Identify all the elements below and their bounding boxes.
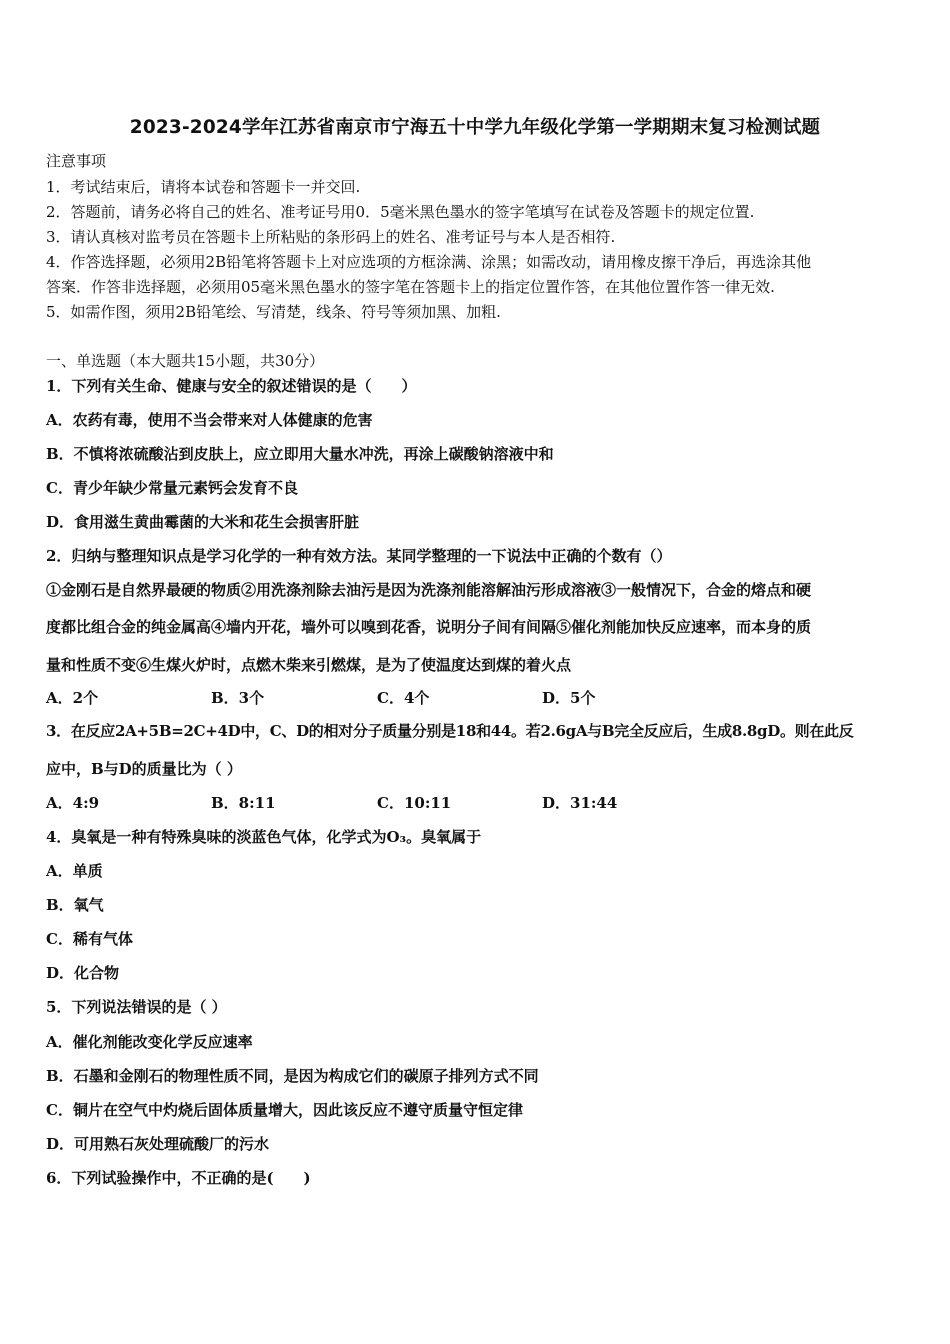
question-1-option-b: B．不慎将浓硫酸沾到皮肤上，应立即用大量水冲洗，再涂上碳酸钠溶液中和 — [46, 445, 554, 463]
question-3-stem-line-2: 应中，B与D的质量比为（ ） — [46, 760, 242, 778]
question-4-option-b: B．氧气 — [46, 896, 104, 914]
question-6-stem: 6．下列试验操作中，不正确的是( ) — [46, 1169, 311, 1187]
notice-item: 3．请认真核对监考员在答题卡上所粘贴的条形码上的姓名、准考证号与本人是否相符. — [46, 228, 616, 246]
question-5-option-c: C．铜片在空气中灼烧后固体质量增大，因此该反应不遵守质量守恒定律 — [46, 1101, 523, 1119]
notice-item: 答案．作答非选择题，必须用05毫米黑色墨水的签字笔在答题卡上的指定位置作答，在其他位置作答一律无效. — [46, 278, 775, 296]
notice-item: 1．考试结束后，请将本试卷和答题卡一并交回. — [46, 178, 361, 196]
question-2-option-c: C．4个 — [377, 689, 430, 707]
question-1-option-c: C．青少年缺少常量元素钙会发育不良 — [46, 479, 298, 497]
question-5-option-d: D．可用熟石灰处理硫酸厂的污水 — [46, 1135, 270, 1153]
question-4-option-d: D．化合物 — [46, 964, 120, 982]
question-4-option-a: A．单质 — [46, 862, 103, 880]
question-5-option-b: B．石墨和金刚石的物理性质不同，是因为构成它们的碳原子排列方式不同 — [46, 1067, 539, 1085]
question-3-option-a: A．4:9 — [46, 794, 100, 812]
notice-item: 2．答题前，请务必将自己的姓名、准考证号用0．5毫米黑色墨水的签字笔填写在试卷及答题卡的规定位置. — [46, 203, 755, 221]
question-2-text-line: 度都比组合金的纯金属高④墙内开花，墙外可以嗅到花香，说明分子间有间隔⑤催化剂能加快反应速率，而本身的质 — [46, 618, 812, 636]
question-2-option-a: A．2个 — [46, 689, 99, 707]
question-4-option-c: C．稀有气体 — [46, 930, 133, 948]
notice-item: 4．作答选择题，必须用2B铅笔将答题卡上对应选项的方框涂满、涂黑；如需改动，请用橡皮擦干净后，再选涂其他 — [46, 253, 812, 271]
question-1-option-a: A．农药有毒，使用不当会带来对人体健康的危害 — [46, 411, 373, 429]
question-3-option-d: D．31:44 — [542, 794, 618, 812]
question-2-text-line: 量和性质不变⑥生煤火炉时，点燃木柴来引燃煤，是为了使温度达到煤的着火点 — [46, 656, 572, 674]
question-4-stem: 4．臭氧是一种有特殊臭味的淡蓝色气体，化学式为O₃。臭氧属于 — [46, 828, 482, 846]
question-3-option-b: B．8:11 — [211, 794, 276, 812]
question-3-option-c: C．10:11 — [377, 794, 452, 812]
question-1-stem: 1．下列有关生命、健康与安全的叙述错误的是（ ） — [46, 377, 417, 395]
question-2-stem: 2．归纳与整理知识点是学习化学的一种有效方法。某同学整理的一下说法中正确的个数有（） — [46, 547, 672, 565]
notice-heading: 注意事项 — [46, 152, 107, 170]
section-heading: 一、单选题（本大题共15小题，共30分） — [46, 352, 325, 370]
question-1-option-d: D．食用滋生黄曲霉菌的大米和花生会损害肝脏 — [46, 513, 360, 531]
question-3-stem-line-1: 3．在反应2A+5B=2C+4D中，C、D的相对分子质量分别是18和44。若2.6gA与B完全反应后，生成8.8gD。则在此反 — [46, 722, 854, 740]
question-2-text-line: ①金刚石是自然界最硬的物质②用洗涤剂除去油污是因为洗涤剂能溶解油污形成溶液③一般情况下，合金的熔点和硬 — [46, 581, 812, 599]
notice-item: 5．如需作图，须用2B铅笔绘、写清楚，线条、符号等须加黑、加粗. — [46, 303, 501, 321]
question-2-option-b: B．3个 — [211, 689, 265, 707]
question-5-stem: 5．下列说法错误的是（ ） — [46, 998, 227, 1016]
question-2-option-d: D．5个 — [542, 689, 596, 707]
page-title: 2023-2024学年江苏省南京市宁海五十中学九年级化学第一学期期末复习检测试题 — [129, 117, 821, 138]
question-5-option-a: A．催化剂能改变化学反应速率 — [46, 1033, 253, 1051]
